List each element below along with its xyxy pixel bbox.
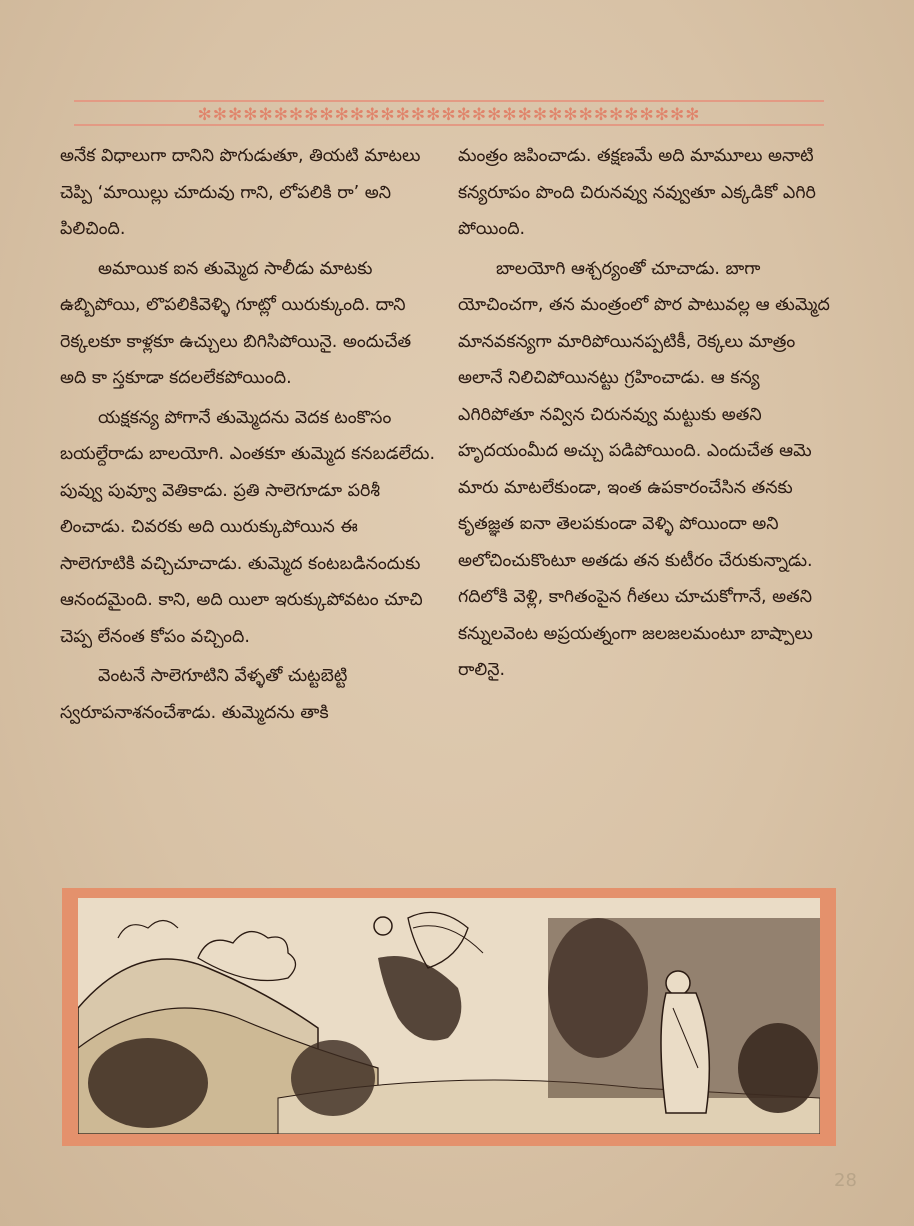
flying-maiden-figure bbox=[374, 912, 483, 1040]
tree-shape bbox=[88, 1038, 208, 1128]
illustration-flying-maiden-and-yogi bbox=[78, 898, 820, 1134]
paragraph: యక్షకన్య పోగానే తుమ్మెదను వెదక టంకొసం బయల్దేరాడు బాలయోగి. ఎంతకూ తుమ్మెద కనబడలేదు. పువ్వు పువ్వూ వెతికాడు. ప్రతి సాలెగూడూ పరిశీ లించాడు. చివరకు అది యిరుక్కుపోయిన ఈ సాలెగూటికి వచ్చిచూచాడు. తుమ్మెద కంటబడినందుకు ఆనందమైంది. కాని, అది యిలా ఇరుక్కుపోవటం చూచి చెప్ప లేనంత కోపం వచ్చింది. bbox=[60, 407, 436, 647]
paragraph: అనేక విధాలుగా దానిని పొగుడుతూ, తియటి మాటలు చెప్పి ‘మాయిల్లు చూదువు గాని, లోపలికి రా’ అని పిలిచింది. bbox=[60, 146, 421, 239]
decorative-border-ornament: ✻✻✻✻✻✻✻✻✻✻✻✻✻✻✻✻✻✻✻✻✻✻✻✻✻✻✻✻✻✻✻✻✻ bbox=[74, 100, 824, 126]
tree-shape bbox=[738, 1023, 818, 1113]
story-illustration-frame bbox=[62, 888, 836, 1146]
paragraph: అమాయిక ఐన తుమ్మెద సాలీడు మాటకు ఉబ్బిపోయి, లొపలికివెళ్ళి గూట్లో యిరుక్కుంది. దాని రెక్కలకూ కాళ్లకూ ఉచ్చులు బిగిసిపోయినై. అందుచేత అది కా స్తకూడా కదలలేకపోయింది. bbox=[60, 258, 412, 388]
tree-shape bbox=[548, 918, 648, 1058]
left-text-column bbox=[60, 138, 438, 731]
tree-shape bbox=[291, 1040, 375, 1116]
paragraph: వెంటనే సాలెగూటిని వేళ్ళతో చుట్టబెట్టి స్వరూపనాశనంచేశాడు. తుమ్మెదను తాకి bbox=[60, 666, 348, 723]
right-text-column bbox=[458, 138, 836, 689]
paragraph: మంత్రం జపించాడు. తక్షణమే అది మామూలు అనాటి కన్యరూపం పొంది చిరునవ్వు నవ్వుతూ ఎక్కడికో ఎగిరి పోయింది. bbox=[458, 146, 816, 239]
cloud-shape bbox=[118, 921, 178, 939]
paragraph: బాలయోగి ఆశ్చర్యంతో చూచాడు. బాగా యోచించగా, తన మంత్రంలో పొర పాటువల్ల ఆ తుమ్మెద మానవకన్యగా మారిపోయినప్పటికీ, రెక్కలు మాత్రం అలానే నిలిచిపోయినట్టు గ్రహించాడు. ఆ కన్య ఎగిరిపోతూ నవ్విన చిరునవ్వు మట్టుకు అతని హృదయంమీద అచ్చు పడిపోయింది. ఎందుచేత ఆమె మారు మాటలేకుండా, ఇంత ఉపకారంచేసిన తనకు కృతజ్ఞత ఐనా తెలపకుండా వెళ్ళి పోయిందా అని అలోచించుకొంటూ అతడు తన కుటీరం చేరుకున్నాడు. గదిలోకి వెళ్లి, కాగితంపైన గీతలు చూచుకోగానే, అతని కన్నులవెంట అప్రయత్నంగా జలజలమంటూ బాష్పాలు రాలినై. bbox=[458, 258, 830, 680]
page-number: 28 bbox=[834, 1170, 857, 1191]
